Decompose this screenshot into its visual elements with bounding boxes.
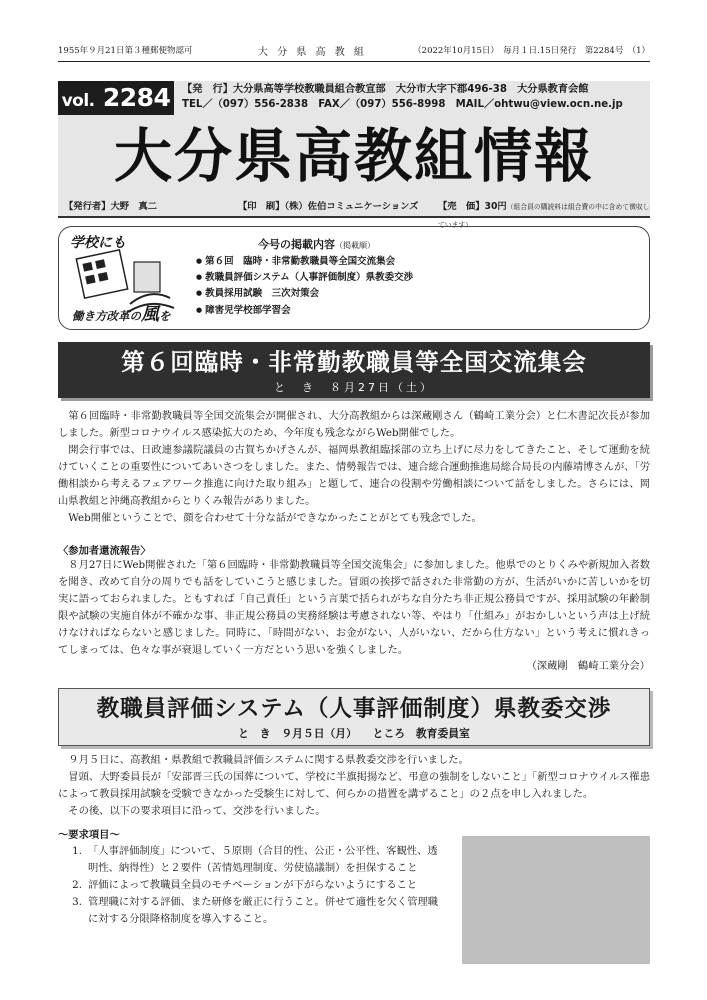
paragraph: ８月27日にWeb開催された「第６回臨時・非常勤教職員等全国交流集会」に参加しました。他県でのとりくみや新規加入者数を聞き、改めて自分の周りでも話をしていこうと感じました。冒頭の挨拶で話された非常勤の方が、生活がいかに苦しいかを切実に語っておられました。ともすれば「自己責任」という言葉で括られがちな自分たち非正規公務員ですが、採用試験の年齢制限や試験の実施自体が不確かな事、非正規公務員の実務経験は考慮されない等、やはり「仕組み」がおかしいという声は上げ続けなければならないと感じました。同時に、「時間がない、お金がない、人がいない、だから仕方ない」という考えに慣れきってしまっては、色々な事が衰退していく一方だという思いを強くしました。: [58, 559, 650, 657]
volume-number: 2284: [102, 83, 171, 112]
publisher-address: 【発 行】大分県高等学校教職員組合教宣部 大分市大字下郡496-38 大分県教育会館: [182, 84, 589, 95]
logo-text-bottom: 働き方改革の風を: [72, 304, 171, 325]
postal-permit: 1955年９月21日第３種郵便物認可: [58, 46, 193, 56]
section2-meta: [58, 726, 650, 742]
section2-place: ところ 教育委員室: [372, 727, 470, 740]
photo-placeholder: [462, 836, 650, 964]
paragraph: 冒頭、大野委員長が「安部晋三氏の国葬について、学校に半旗掲揚など、弔意の強制をしないこと」「新型コロナウイルス罹患によって教員採用試験を受験できなかった受験生に対して、何らかの措置を講ずること」の２点を申し入れました。: [58, 771, 650, 801]
paragraph: 第６回臨時・非常勤教職員等全国交流集会が開催され、大分高教組からは深蔵剛さん（鶴崎工業分会）と仁木書記次長が参加しました。新型コロナウイルス感染拡大のため、今年度も残念ながらWeb開催でした。: [58, 410, 650, 440]
paragraph: ９月５日に、高教組・県教組で教職員評価システムに関する県教委交渉を行いました。: [68, 754, 469, 766]
section1-body: [58, 408, 650, 527]
publisher-short-name: 大 分 県 高 教 組: [258, 47, 367, 58]
report-signature: （深蔵剛 鶴崎工業分会）: [526, 660, 650, 672]
publisher-info: [182, 82, 652, 112]
contents-item: ● 教員採用試験 三次対策会: [196, 286, 413, 302]
contents-title-note: （掲載順）: [335, 241, 375, 250]
requests-list: [58, 843, 442, 928]
header-rule: [58, 61, 650, 62]
request-item: 1. 「人事評価制度」について、５原則（合目的性、公正・公平性、客観性、透明性、納得性）と２要件（苦情処理制度、労使協議制）を担保すること: [72, 845, 438, 875]
paragraph: 開会行事では、日政連参議院議員の古賀ちかげさんが、福岡県教組臨採部の立ち上げに尽力をしてきたこと、そして運動を続けていくことの重要性についてあいさつをしました。また、情勢報告では、連合総合運動推進局総合局長の内藤靖博さんが、「労働相談から考えるフェアワーク推進に向けた取り組み」と題して、連合の役割や労働相談について話をしました。さらには、岡山県教組と沖縄高教組からとりくみ報告がありました。: [58, 444, 650, 508]
paragraph: Web開催ということで、顔を合わせて十分な話ができなかったことがとても残念でした。: [68, 512, 482, 525]
section2-date: と き ９月５日（月）: [238, 727, 357, 740]
issuer: 【発行者】大野 真二: [64, 201, 157, 212]
issue-date-info: （2022年10月15日） 毎月１日.15日発行 第2284号 （1）: [413, 46, 650, 56]
printer: 【印 刷】（株）佐伯コミュニケーションズ: [238, 201, 419, 212]
issue-header-line: [58, 44, 650, 58]
section2-title: 教職員評価システム（人事評価制度）県教委交渉: [96, 696, 612, 722]
section2-body: [58, 752, 650, 820]
price: 【売 価】30円（組合員の購読料は組合費の中に含めて徴収しています）: [438, 201, 650, 229]
paragraph: その後、以下の要求項目に沿って、交渉を行いました。: [68, 805, 326, 818]
request-item: 2. 評価によって教職員全員のモチベーションが下がらないようにすること: [72, 879, 418, 892]
request-item: 3. 管理職に対する評価、また研修を厳正に行うこと。併せて適性を欠く管理職に対する分限降格制度を導入すること。: [72, 896, 439, 926]
report-heading: 〈参加者還流報告〉: [58, 545, 151, 557]
section1-title: 第６回臨時・非常勤教職員等全国交流集会: [121, 348, 587, 376]
contents-item: ● 教職員評価システム（人事評価制度）県教委交渉: [196, 270, 413, 286]
logo-text-top: 学校にも: [70, 235, 126, 251]
contents-title: 今号の掲載内容（掲載順）: [258, 238, 375, 251]
publisher-contact: TEL／（097）556-2838 FAX／（097）556-8998 MAIL／ohtwu@view.ocn.ne.jp: [182, 99, 623, 110]
contents-item: ● 第６回 臨時・非常勤教職員等全国交流集会: [196, 254, 413, 270]
requests-heading: ～要求項目～: [58, 829, 120, 841]
price-note: （組合員の購読料は組合費の中に含めて徴収しています）: [438, 203, 650, 229]
newsletter-title: 大分県高教組情報: [113, 122, 594, 190]
section1-date: と き ８月27日（土）: [274, 381, 434, 394]
masthead-rule: [58, 216, 650, 218]
report-body: [58, 557, 650, 659]
volume-badge: vol. 2284: [58, 81, 174, 115]
contents-list: [196, 254, 413, 319]
masthead-credits: [58, 198, 650, 229]
contents-item: ● 障害児学校部学習会: [196, 303, 413, 319]
